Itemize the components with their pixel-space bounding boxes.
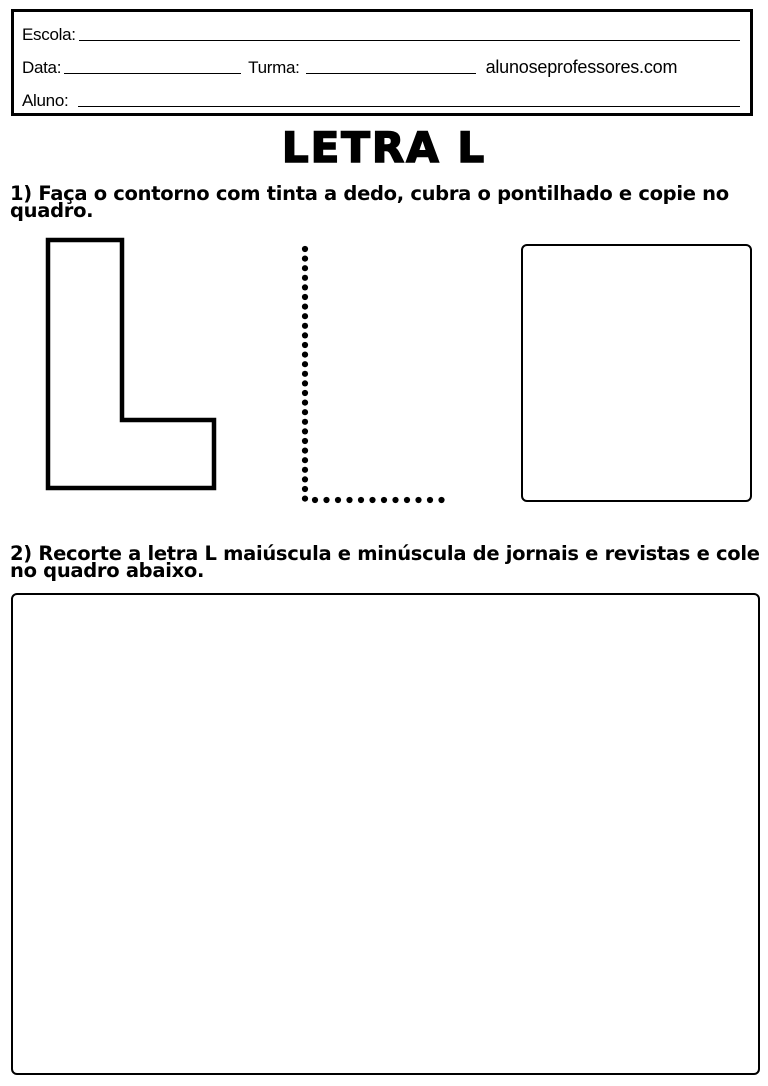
dot — [302, 304, 308, 310]
dot — [302, 486, 308, 492]
dot — [302, 419, 308, 425]
dot — [415, 497, 421, 503]
dot — [302, 313, 308, 319]
dot — [302, 361, 308, 367]
dot — [302, 400, 308, 406]
dot — [302, 390, 308, 396]
dot — [369, 497, 375, 503]
dot — [302, 457, 308, 463]
escola-label: Escola: — [22, 25, 76, 44]
dot — [346, 497, 352, 503]
dot — [302, 323, 308, 329]
dot — [381, 497, 387, 503]
aluno-label: Aluno: — [22, 91, 69, 110]
dot — [438, 497, 444, 503]
data-label: Data: — [22, 58, 62, 77]
exercise1-instruction: 1) Faça o contorno com tinta a dedo, cubra o pontilhado e copie no quadro. — [10, 182, 729, 222]
page-title: LETRA L — [281, 123, 487, 172]
paste-box[interactable] — [11, 593, 760, 1075]
dot — [427, 497, 433, 503]
dot — [302, 496, 308, 502]
dot — [302, 467, 308, 473]
exercise2-instruction: 2) Recorte a letra L maiúscula e minúscula de jornais e revistas e cole no quadro abaixo. — [10, 542, 760, 582]
dot — [302, 342, 308, 348]
dot — [335, 497, 341, 503]
dot — [312, 497, 318, 503]
dot — [302, 275, 308, 281]
dot — [302, 352, 308, 358]
dot — [302, 294, 308, 300]
dot — [302, 438, 308, 444]
site-text: alunoseprofessores.com — [485, 57, 678, 77]
dot — [302, 256, 308, 262]
dot — [392, 497, 398, 503]
dot — [302, 448, 308, 454]
dot — [302, 284, 308, 290]
dot — [404, 497, 410, 503]
dot — [302, 409, 308, 415]
dot — [302, 380, 308, 386]
copy-box[interactable] — [521, 244, 752, 502]
dot — [302, 428, 308, 434]
dot — [302, 332, 308, 338]
dot — [302, 265, 308, 271]
dot — [358, 497, 364, 503]
dot — [302, 246, 308, 252]
dot — [302, 476, 308, 482]
dot — [323, 497, 329, 503]
turma-label: Turma: — [248, 58, 300, 77]
dot — [302, 371, 308, 377]
